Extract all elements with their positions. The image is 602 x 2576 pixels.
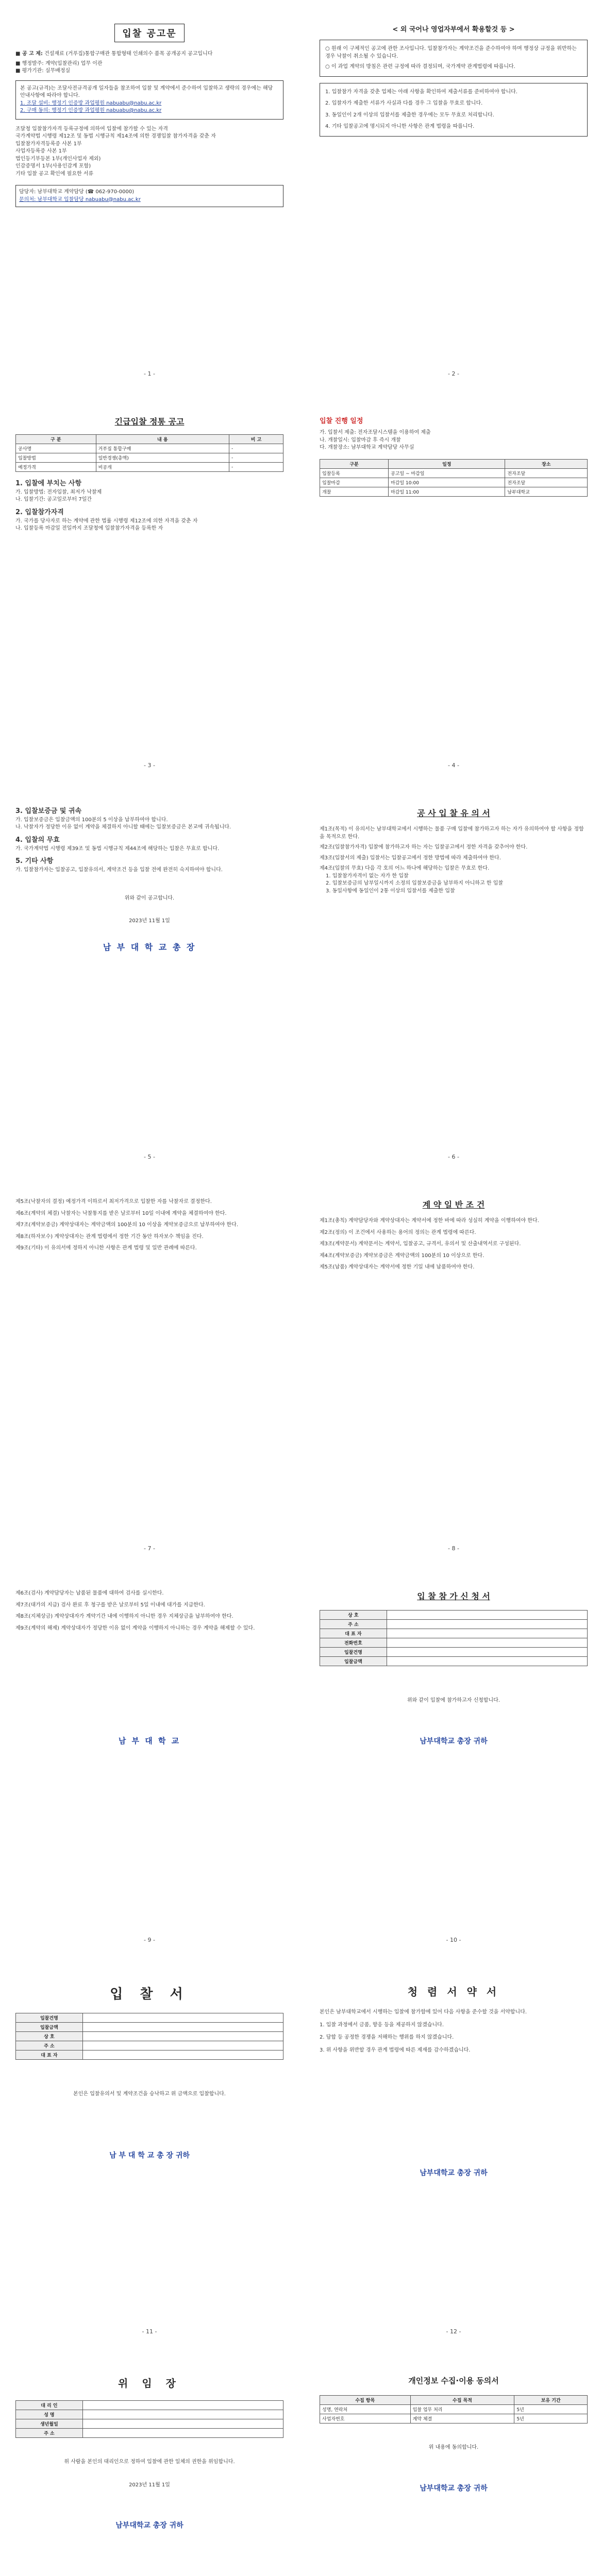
page-title: 개인정보 수집·이용 동의서 [408, 2376, 499, 2385]
list-item: 입찰참가자격등록증 사본 1부 [15, 141, 82, 147]
section-heading: 5. 기타 사항 [15, 857, 54, 866]
page-6 [320, 804, 588, 1164]
delegation-form [15, 2400, 283, 2438]
page-title: 입찰 공고문 [114, 24, 184, 42]
table-row [320, 2414, 588, 2424]
section-heading: 2. 입찰참가자격 [15, 508, 64, 516]
form-label: 입찰건명 [320, 1648, 387, 1657]
paragraph: 제9조(기타) 이 유의서에 정하지 아니한 사항은 관계 법령 및 일반 관례에 따른다. [15, 1245, 197, 1251]
paragraph: 제2조(정의) 이 조건에서 사용하는 용어의 정의는 관계 법령에 따른다. [320, 1229, 476, 1235]
table-cell: 남부대학교 [505, 487, 588, 496]
form-label: 입찰금액 [320, 1657, 387, 1666]
paragraph: 제3조(계약문서) 계약문서는 계약서, 입찰공고, 규격서, 유의서 및 산출내역서로 구성된다. [320, 1241, 521, 1247]
paragraph: 1. 입찰 과정에서 금품, 향응 등을 제공하지 않겠습니다. [320, 2022, 444, 2028]
paragraph: 제8조(지체상금) 계약상대자가 계약기간 내에 이행하지 아니한 경우 지체상금을 납부하여야 한다. [15, 1614, 233, 1619]
page-title: 입 찰 참 가 신 청 서 [417, 1591, 490, 1601]
paragraph: 3. 동일인이 2개 이상의 입찰서를 제출한 경우에는 모두 무효로 처리합니다. [325, 112, 494, 118]
page-number: - 3 - [144, 762, 155, 769]
content-box [320, 83, 588, 137]
form-row [320, 1611, 588, 1620]
table-header: 수집 목적 [410, 2396, 514, 2405]
schedule-table [320, 459, 588, 497]
form-label: 대 표 자 [320, 1629, 387, 1638]
table-cell: - [229, 453, 283, 463]
table-row [16, 463, 283, 472]
form-row [320, 1620, 588, 1629]
form-label: 상 호 [320, 1611, 387, 1620]
section-heading: 3. 입찰보증금 및 귀속 [15, 807, 82, 815]
page-1: 입찰 공고문 ■ 공 고 제: 건설재료 (거푸집)통합구매관 통합형태 인쇄의수 품목 공개공지 공고입니다 ■ 행정발주: 계약(입찰관리) 업무 이관 ■ 평가기관: 실무배정실 본 공고(규격)는 조달사전규격공개 일자들을 참조하여 입찰 및 계약에서 준수하여 입찰하고 생략의 경우에는 해당 안내사항에 따라야 합니다. 1. 조달 설비: 행정기 인증방 과업평원 nabuabu@nabu.ac.kr 2. 구매 동의: 행정기 인증방 과업평원 nabuabu@nabu.ac.kr 조달청 입찰참가자격 등록규정에 의하여 입찰에 참가할 수 있는 자격 국가계약법 시행령 제12조 및 동법 시행규칙 제14조에 의한 경쟁입찰 참가자격을 갖춘 자 입찰참가자격등록증 사본 1부 사업자등록증 사본 1부 법인등기부등본 1부(개인사업자 제외) 인감증명서 1부(사용인감계 포함) 기타 입찰 공고 확인에 필요한 서류 담당자: 남부대학교 계약담당 (☎ 062-970-0000) 문의처: 남부대학교 입찰담당 nabuabu@nabu.ac.kr - 1 - [15, 21, 283, 381]
paragraph: ○ 원래 이 구체적인 공고에 관한 조사입니다. 입찰참가자는 계약조건을 준수하여야 하며 행정상 규정을 위반하는 경우 낙찰이 취소될 수 있습니다. [325, 46, 577, 59]
paragraph: 제5조(낙찰자의 결정) 예정가격 이하로서 최저가격으로 입찰한 자를 낙찰자로 결정한다. [15, 1199, 212, 1205]
page-13 [15, 2370, 283, 2576]
table-cell: - [229, 444, 283, 453]
page-12 [320, 1978, 588, 2339]
form-label: 성 명 [16, 2410, 83, 2419]
form-row [320, 1657, 588, 1666]
table-cell: 계약 체결 [410, 2414, 514, 2424]
table-cell: 입찰마감 [320, 478, 389, 487]
paragraph: 제6조(계약의 체결) 낙찰자는 낙찰통지를 받은 날로부터 10일 이내에 계약을 체결하여야 한다. [15, 1210, 227, 1216]
closing-note: 위와 같이 공고합니다. [124, 895, 175, 901]
table-cell: 5년 [514, 2405, 588, 2414]
form-row [16, 2429, 283, 2438]
footer-org: 남부대학교 총장 귀하 [420, 2484, 488, 2493]
page-10 [320, 1587, 588, 1947]
notice-line: 1. 조달 설비: 행정기 인증방 과업평원 nabuabu@nabu.ac.kr [20, 100, 162, 106]
form-field[interactable] [82, 2429, 283, 2438]
form-label: 입찰금액 [16, 2023, 83, 2032]
table-cell: 전자조달 [505, 478, 588, 487]
page-title: 위 임 장 [118, 2377, 181, 2389]
table-cell: 사업자번호 [320, 2414, 411, 2424]
list-item: 법인등기부등본 1부(개인사업자 제외) [15, 156, 101, 162]
document-date: 2023년 11월 1일 [129, 2482, 170, 2488]
page-8 [320, 1195, 588, 1556]
table-cell: 성명, 연락처 [320, 2405, 411, 2414]
notice-item: 행정발주: 계약(입찰관리) 업무 이관 [22, 60, 103, 66]
list-item: 기타 입찰 공고 확인에 필요한 서류 [15, 171, 94, 177]
table-cell: 입찰방법 [16, 453, 96, 463]
table-cell: 일반경쟁(총액) [96, 453, 229, 463]
page-title: 공 사 입 찰 유 의 서 [417, 808, 490, 818]
form-label: 대 리 인 [16, 2401, 83, 2410]
paragraph: 제3조(입찰서의 제출) 입찰서는 입찰공고에서 정한 방법에 따라 제출하여야 한다. [320, 855, 501, 861]
closing-statement: 위 내용에 동의합니다. [428, 2445, 479, 2450]
page-5 [15, 804, 283, 1164]
paragraph: 나. 낙찰자가 정당한 이유 없이 계약을 체결하지 아니할 때에는 입찰보증금은 본교에 귀속됩니다. [15, 824, 231, 831]
paragraph: 3. 위 사항을 위반할 경우 관계 법령에 따른 제재를 감수하겠습니다. [320, 2047, 471, 2053]
form-field[interactable] [387, 1648, 587, 1657]
paragraph: 나. 입찰기간: 공고일로부터 7일간 [15, 497, 92, 503]
paragraph: 2. 입찰보증금의 납부일시까지 소정의 입찰보증금을 납부하지 아니하고 한 입찰 [326, 880, 504, 886]
subject-label: 공 고 제 [22, 51, 41, 57]
form-row [320, 1638, 588, 1648]
footer-org: 남부대학교 총장 귀하 [420, 2169, 488, 2177]
section-heading: 4. 입찰의 무효 [15, 836, 60, 844]
table-cell: 개찰 [320, 487, 389, 496]
form-row [16, 2041, 283, 2050]
table-header: 장소 [505, 459, 588, 468]
list-item: 국가계약법 시행령 제12조 및 동법 시행규칙 제14조에 의한 경쟁입찰 참가자격을 갖춘 자 [15, 133, 216, 139]
paragraph: 가. 국가를 당사자로 하는 계약에 관한 법률 시행령 제12조에 의한 자격을 갖춘 자 [15, 518, 198, 524]
form-field[interactable] [82, 2410, 283, 2419]
form-field[interactable] [82, 2401, 283, 2410]
paragraph: 가. 국가계약법 시행령 제39조 및 동법 시행규칙 제44조에 해당하는 입찰은 무효로 합니다. [15, 845, 220, 852]
table-row [16, 453, 283, 463]
form-label: 주 소 [16, 2429, 83, 2438]
form-field[interactable] [387, 1620, 587, 1629]
paragraph: 가. 입찰방법: 전자입찰, 최저가 낙찰제 [15, 489, 102, 495]
form-row [16, 2023, 283, 2032]
subject-value: 건설재료 (거푸집)통합구매관 통합형태 인쇄의수 품목 공개공지 공고입니다 [44, 51, 213, 57]
paragraph: 나. 입찰등록 마감일 전일까지 조달청에 입찰참가자격을 등록한 자 [15, 526, 163, 532]
paragraph: 제8조(하자보수) 계약상대자는 관계 법령에서 정한 기간 동안 하자보수 책임을 진다. [15, 1233, 204, 1240]
form-row [16, 2032, 283, 2041]
page-14 [320, 2370, 588, 2576]
table-header: 구분 [320, 459, 389, 468]
summary-table [15, 434, 283, 472]
form-label: 생년월일 [16, 2419, 83, 2429]
paragraph: 가. 입찰보증금은 입찰금액의 100분의 5 이상을 납부하여야 합니다. [15, 817, 168, 823]
form-row [16, 2410, 283, 2419]
form-field[interactable] [387, 1629, 587, 1638]
closing-statement: 위와 같이 입찰에 참가하고자 신청합니다. [407, 1698, 500, 1703]
form-row [16, 2050, 283, 2060]
form-field[interactable] [82, 2023, 283, 2032]
contact-line: 문의처: 남부대학교 입찰담당 nabuabu@nabu.ac.kr [19, 196, 141, 202]
form-field[interactable] [82, 2041, 283, 2050]
form-row [16, 2401, 283, 2410]
form-label: 입찰건명 [16, 2013, 83, 2023]
paragraph: 2. 입찰자가 제출한 서류가 사실과 다를 경우 그 입찰을 무효로 합니다. [325, 100, 483, 106]
page-number: - 11 - [142, 2328, 157, 2335]
table-cell: 입찰등록 [320, 468, 389, 478]
page-number: - 6 - [448, 1154, 459, 1160]
closing-statement: 본인은 입찰유의서 및 계약조건을 승낙하고 위 금액으로 입찰합니다. [73, 2091, 226, 2097]
notice-line: 2. 구매 동의: 행정기 인증방 과업평원 nabuabu@nabu.ac.kr [20, 108, 162, 113]
paragraph: ○ 이 과업 계약의 방침은 관련 규정에 따라 결정되며, 국가계약 관계법령에 따릅니다. [325, 64, 515, 70]
privacy-table [320, 2395, 588, 2424]
page-11 [15, 1978, 283, 2339]
form-row [320, 1648, 588, 1657]
table-row [320, 468, 588, 478]
footer-org: 남 부 대 학 교 총 장 귀하 [109, 2151, 190, 2160]
paragraph: 4. 기타 입찰공고에 명시되지 아니한 사항은 관계 법령을 따릅니다. [325, 124, 475, 129]
table-header: 내 용 [96, 435, 229, 444]
page-9 [15, 1587, 283, 1947]
paragraph: 제4조(계약보증금) 계약보증금은 계약금액의 100분의 10 이상으로 한다. [320, 1252, 484, 1259]
table-row [320, 2405, 588, 2414]
paragraph: 제7조(대가의 지급) 검사 완료 후 청구를 받은 날로부터 5일 이내에 대가를 지급한다. [15, 1602, 205, 1608]
paragraph: 1. 입찰참가 자격을 갖춘 업체는 아래 사항을 확인하여 제출서류를 준비하여야 합니다. [325, 89, 517, 95]
application-form [320, 1610, 588, 1666]
page-title: 입 찰 서 [110, 1987, 189, 2002]
table-cell: 거푸집 통합구매 [96, 444, 229, 453]
form-row [16, 2419, 283, 2429]
table-cell: 비공개 [96, 463, 229, 472]
bid-form [15, 2013, 283, 2060]
footer-org: 남 부 대 학 교 총 장 [103, 942, 196, 952]
table-row [16, 444, 283, 453]
table-row [320, 487, 588, 496]
page-number: - 9 - [144, 1937, 155, 1943]
page-number: - 10 - [446, 1937, 461, 1943]
contact-box [15, 185, 283, 207]
form-field[interactable] [82, 2419, 283, 2429]
form-label: 상 호 [16, 2032, 83, 2041]
form-label: 주 소 [320, 1620, 387, 1629]
table-cell: 공고일 ~ 마감일 [389, 468, 505, 478]
closing-statement: 위 사람을 본인의 대리인으로 정하여 입찰에 관한 일체의 권한을 위임합니다. [64, 2459, 235, 2465]
paragraph: 제7조(계약보증금) 계약상대자는 계약금액의 100분의 10 이상을 계약보증금으로 납부하여야 한다. [15, 1222, 239, 1228]
footer-org: 남부대학교 총장 귀하 [115, 2521, 183, 2530]
form-field[interactable] [82, 2032, 283, 2041]
section-heading: 1. 입찰에 부치는 사항 [15, 480, 82, 487]
table-cell: 입찰 업무 처리 [410, 2405, 514, 2414]
paragraph: 제5조(납품) 계약상대자는 계약서에 정한 기일 내에 납품하여야 한다. [320, 1264, 475, 1270]
paragraph: 나. 개찰일시: 입찰마감 후 즉시 개찰 [320, 437, 401, 443]
content-box [320, 40, 588, 77]
footer-org: 남부대학교 총장 귀하 [420, 1737, 488, 1745]
form-field[interactable] [82, 2050, 283, 2060]
form-row [16, 2013, 283, 2023]
paragraph: 제1조(총칙) 계약담당자와 계약상대자는 계약서에 정한 바에 따라 성실히 계약을 이행하여야 한다. [320, 1218, 539, 1224]
paragraph: 1. 입찰참가자격이 없는 자가 한 입찰 [326, 873, 409, 879]
paragraph: 가. 입찰참가자는 입찰공고, 입찰유의서, 계약조건 등을 입찰 전에 완전히 숙지하여야 합니다. [15, 867, 223, 873]
list-item: 사업자등록증 사본 1부 [15, 148, 67, 154]
page-title: 입찰 진행 일정 [320, 417, 363, 425]
paragraph: 제9조(계약의 해제) 계약상대자가 정당한 이유 없이 계약을 이행하지 아니하는 경우 계약을 해제할 수 있다. [15, 1625, 255, 1631]
table-header: 보유 기간 [514, 2396, 588, 2405]
notice-box [15, 80, 283, 120]
page-2 [320, 21, 588, 381]
page-3 [15, 412, 283, 773]
table-cell: - [229, 463, 283, 472]
footer-date: 2023년 11월 1일 [129, 918, 170, 924]
page-number: - 8 - [448, 1545, 459, 1552]
paragraph: 제4조(입찰의 무효) 다음 각 호의 어느 하나에 해당하는 입찰은 무효로 한다. [320, 866, 490, 871]
table-cell: 마감일 10:00 [389, 478, 505, 487]
form-row [320, 1629, 588, 1638]
list [15, 126, 283, 178]
paragraph: 제6조(검사) 계약담당자는 납품된 물품에 대하여 검사를 실시한다. [15, 1590, 164, 1596]
table-header: 구 분 [16, 435, 96, 444]
table-header: 비 고 [229, 435, 283, 444]
paragraph: 제2조(입찰참가자격) 입찰에 참가하고자 하는 자는 입찰공고에서 정한 자격을 갖추어야 한다. [320, 844, 528, 850]
page-number: - 7 - [144, 1545, 155, 1552]
page-number: - 1 - [144, 370, 155, 377]
paragraph: 3. 동일사항에 동일인이 2통 이상의 입찰서를 제출한 입찰 [326, 888, 455, 894]
form-field[interactable] [82, 2013, 283, 2023]
paragraph: 2. 담합 등 공정한 경쟁을 저해하는 행위를 하지 않겠습니다. [320, 2035, 454, 2040]
table-cell: 전자조달 [505, 468, 588, 478]
page-title: 긴급입찰 정통 공고 [114, 417, 185, 427]
table-header: 일정 [389, 459, 505, 468]
notice-line: 본 공고(규격)는 조달사전규격공개 일자들을 참조하여 입찰 및 계약에서 준수하여 입찰하고 생략의 경우에는 해당 안내사항에 따라야 합니다. [20, 85, 273, 98]
list-item: 인감증명서 1부(사용인감계 포함) [15, 163, 91, 169]
table-cell: 5년 [514, 2414, 588, 2424]
page-number: - 5 - [144, 1154, 155, 1160]
form-label: 대 표 자 [16, 2050, 83, 2060]
paragraph: 제1조(목적) 이 유의서는 남부대학교에서 시행하는 물품 구매 입찰에 참가하고자 하는 자가 유의하여야 할 사항을 정함을 목적으로 한다. [320, 826, 584, 840]
table-cell: 공사명 [16, 444, 96, 453]
table-header: 수집 항목 [320, 2396, 411, 2405]
form-field[interactable] [387, 1611, 587, 1620]
page-title: < 외 국어나 영업자부에서 확용할것 등 > [392, 26, 515, 33]
page-number: - 2 - [448, 370, 459, 377]
table-cell: 마감일 11:00 [389, 487, 505, 496]
page-title: 계 약 일 반 조 건 [422, 1200, 485, 1210]
page-number: - 4 - [448, 762, 459, 769]
paragraph: 다. 개찰장소: 남부대학교 계약담당 사무실 [320, 445, 414, 450]
notice-item: 평가기관: 실무배정실 [22, 68, 71, 74]
table-row [320, 478, 588, 487]
paragraph: 가. 입찰서 제출: 전자조달시스템을 이용하여 제출 [320, 430, 431, 435]
table-cell: 예정가격 [16, 463, 96, 472]
form-label: 전화번호 [320, 1638, 387, 1648]
form-label: 주 소 [16, 2041, 83, 2050]
page-4 [320, 412, 588, 773]
list-item: 조달청 입찰참가자격 등록규정에 의하여 입찰에 참가할 수 있는 자격 [15, 126, 168, 132]
form-field[interactable] [387, 1638, 587, 1648]
paragraph: 본인은 남부대학교에서 시행하는 입찰에 참가함에 있어 다음 사항을 준수할 것을 서약합니다. [320, 2009, 527, 2015]
page-title: 청 렴 서 약 서 [407, 1986, 500, 1998]
page-7 [15, 1195, 283, 1556]
form-field[interactable] [387, 1657, 587, 1666]
contact-line: 담당자: 남부대학교 계약담당 (☎ 062-970-0000) [19, 189, 135, 195]
page-number: - 12 - [446, 2328, 461, 2335]
footer-org: 남 부 대 학 교 [118, 1736, 181, 1745]
